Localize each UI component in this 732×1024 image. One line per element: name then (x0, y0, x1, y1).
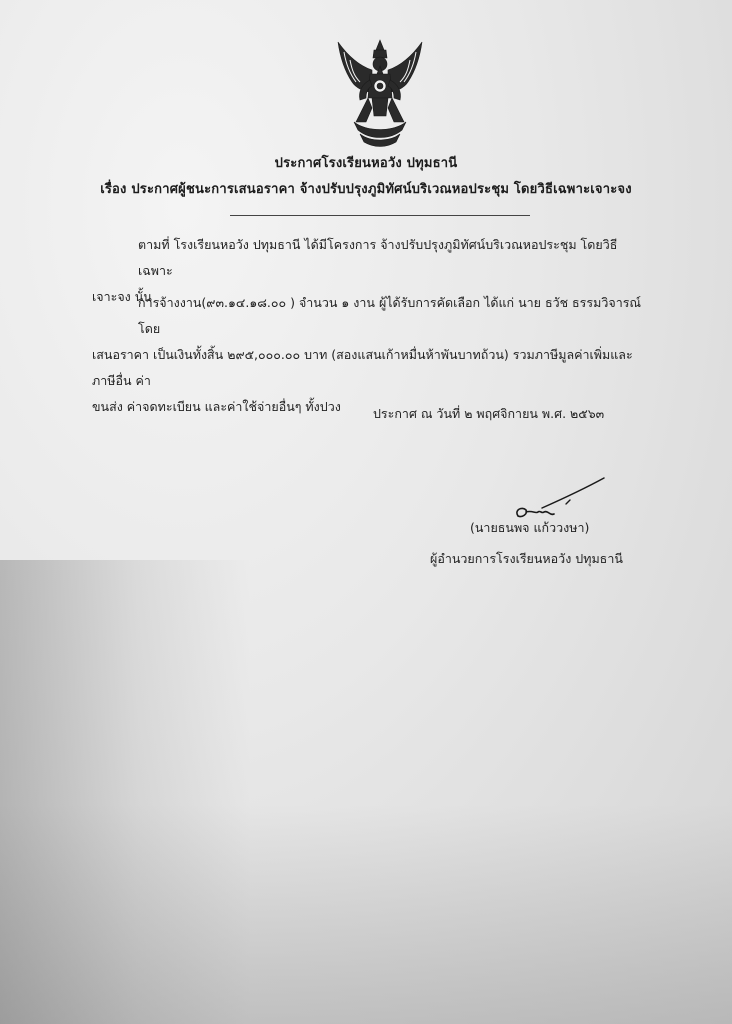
document-subject: เรื่อง ประกาศผู้ชนะการเสนอราคา จ้างปรับปรุงภูมิทัศน์บริเวณหอประชุม โดยวิธีเฉพาะเจาะจง (100, 182, 632, 197)
announcement-date: ประกาศ ณ วันที่ ๒ พฤศจิกายน พ.ศ. ๒๕๖๓ (373, 406, 605, 421)
paragraph-2-line-2: เสนอราคา เป็นเงินทั้งสิ้น ๒๙๕,๐๐๐.๐๐ บาท (สองแสนเก้าหมื่นห้าพันบาทถ้วน) รวมภาษีมูลค่าเพิ่มและภาษีอื่น ค่า (92, 347, 633, 388)
photo-shadow-left (0, 560, 250, 1024)
signer-title: ผู้อำนวยการโรงเรียนหอวัง ปทุมธานี (430, 551, 623, 566)
signer-name: (นายธนพจ แก้ววงษา) (470, 520, 590, 535)
document-title: ประกาศโรงเรียนหอวัง ปทุมธานี (274, 156, 458, 171)
photo-shadow-bottom (0, 804, 732, 1024)
paragraph-1-line-2: เจาะจง นั้น (92, 289, 152, 304)
paragraph-1-line-1: ตามที่ โรงเรียนหอวัง ปทุมธานี ได้มีโครงการ จ้างปรับปรุงภูมิทัศน์บริเวณหอประชุม โดยวิธีเฉพาะ (138, 237, 618, 278)
paragraph-2 (92, 290, 652, 420)
title-divider (230, 215, 530, 216)
paragraph-2-line-3: ขนส่ง ค่าจดทะเบียน และค่าใช้จ่ายอื่นๆ ทั้งปวง (92, 399, 341, 414)
garuda-emblem-icon (330, 36, 430, 148)
paragraph-2-line-1: การจ้างงาน(๙๓.๑๔.๑๘.๐๐ ) จำนวน ๑ งาน ผู้ได้รับการคัดเลือก ได้แก่ นาย ธวัช ธรรมวิจารณ์ โดย (138, 295, 642, 336)
